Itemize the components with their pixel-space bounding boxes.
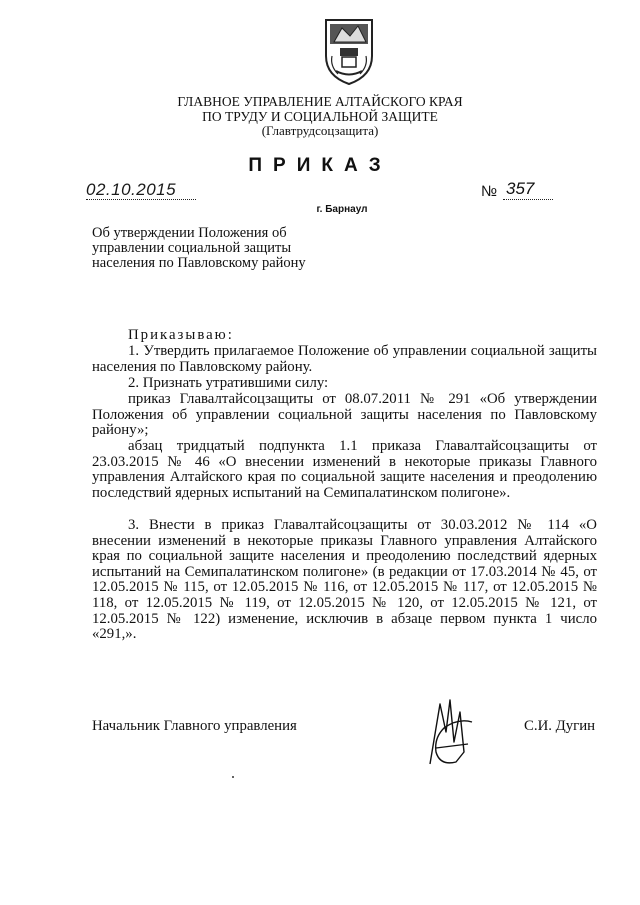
- org-short-name: (Главтрудсоцзащита): [261, 123, 379, 138]
- date-underline: [86, 199, 196, 200]
- org-name-line1: ГЛАВНОЕ УПРАВЛЕНИЕ АЛТАЙСКОГО КРАЯ: [177, 94, 463, 109]
- paragraph-2: 2. Признать утратившими силу:: [128, 375, 329, 391]
- coat-of-arms-icon: [320, 16, 378, 86]
- number-underline: [503, 199, 553, 200]
- paragraph-3: 3. Внести в приказ Главалтайсоцзащиты от 30.03.2012 № 114 «О внесении изменений в некоторые приказы Главного управления Алтайского края по социальной защите населения и преодолению последствий ядерных испытаний на Семипалатинском полигоне» (в редакции от 17.03.2014 № 45, от 12.05.2015 № 115, от 12.05.2015 № 116, от 12.05.2015 № 117, от 12.05.2015 № 118, от 12.05.2015 № 119, от 12.05.2015 № 120, от 12.05.2015 № 121, от 12.05.2015 № 122) изменение, исключив в абзаце первом пункта 1 число «291,».: [92, 517, 597, 643]
- paragraph-2a: приказ Главалтайсоцзащиты от 08.07.2011 № 291 «Об утверждении Положения об управлении социальной защиты населения по Павловскому району»;: [92, 391, 597, 439]
- order-word: Приказываю:: [128, 327, 234, 343]
- paragraph-2b: абзац тридцатый подпункта 1.1 приказа Главалтайсоцзащиты от 23.03.2015 № 46 «О внесении изменений в некоторые приказы Главного управления Алтайского края по социальной защите населения и преодолению последствий ядерных испытаний на Семипалатинском полигоне».: [92, 438, 597, 501]
- stray-dot: [232, 776, 234, 778]
- signatory-name: С.И. Дугин: [524, 718, 596, 734]
- city: г. Барнаул: [316, 204, 368, 215]
- org-name-line2: ПО ТРУДУ И СОЦИАЛЬНОЙ ЗАЩИТЕ: [202, 109, 438, 124]
- handwritten-signature: [410, 692, 482, 770]
- number-label: №: [481, 183, 498, 200]
- paragraph-1: 1. Утвердить прилагаемое Положение об управлении социальной защиты населения по Павловскому району.: [92, 343, 597, 375]
- signatory-position: Начальник Главного управления: [92, 718, 297, 734]
- order-subject: Об утверждении Положения об управлении социальной защиты населения по Павловскому району: [92, 225, 306, 271]
- document-title: ПРИКАЗ: [248, 155, 392, 176]
- order-number: 357: [506, 179, 535, 198]
- order-date: 02.10.2015: [86, 180, 177, 199]
